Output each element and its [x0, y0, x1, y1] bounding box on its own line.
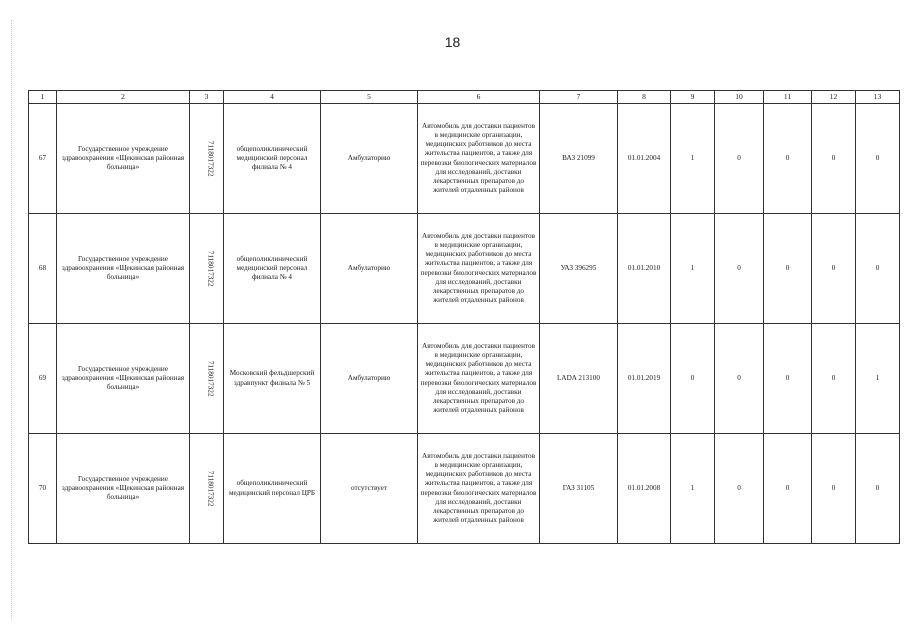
location: Амбулаторию: [321, 214, 418, 324]
col-9-value: 1: [671, 214, 715, 324]
institution-name: Государственное учреждение здравоохранения «Щекинская районная больница»: [57, 324, 190, 434]
column-header: 11: [764, 91, 812, 104]
unit-name: общеполиклинический медицинский персонал ЦРБ: [224, 434, 321, 544]
vehicle-purpose: Автомобиль для доставки пациентов в медицинские организации, медицинских работников до места жительства пациентов, а также для перевозки биологических материалов для исследований, доставки лекарственных препаратов до жителей отдаленных районов: [418, 324, 540, 434]
institution-name: Государственное учреждение здравоохранения «Щекинская районная больница»: [57, 104, 190, 214]
institution-name: Государственное учреждение здравоохранения «Щекинская районная больница»: [57, 434, 190, 544]
table-row: [29, 324, 900, 434]
column-header: 7: [540, 91, 618, 104]
vehicle-model: ВАЗ 21099: [540, 104, 618, 214]
location: отсутствует: [321, 434, 418, 544]
row-number: 70: [29, 434, 57, 544]
column-header: 6: [418, 91, 540, 104]
location: Амбулаторию: [321, 104, 418, 214]
vehicle-model: УАЗ 396295: [540, 214, 618, 324]
vehicle-model: ГАЗ 31105: [540, 434, 618, 544]
vehicle-purpose: Автомобиль для доставки пациентов в медицинские организации, медицинских работников до места жительства пациентов, а также для перевозки биологических материалов для исследований, доставки лекарственных препаратов до жителей отдаленных районов: [418, 104, 540, 214]
header-row: [29, 91, 900, 104]
table-row: [29, 104, 900, 214]
col-9-value: 1: [671, 434, 715, 544]
inn-cell: [190, 214, 224, 324]
col-11-value: 0: [764, 324, 812, 434]
vehicle-model: LADA 213100: [540, 324, 618, 434]
unit-name: общеполиклинический медицинский персонал филиала № 4: [224, 214, 321, 324]
inn-value: 7118017322: [206, 250, 215, 287]
column-header: 2: [57, 91, 190, 104]
column-header: 8: [618, 91, 671, 104]
row-number: 68: [29, 214, 57, 324]
col-11-value: 0: [764, 434, 812, 544]
col-10-value: 0: [715, 214, 764, 324]
inn-cell: [190, 434, 224, 544]
institution-name: Государственное учреждение здравоохранения «Щекинская районная больница»: [57, 214, 190, 324]
inn-value: 7118017322: [206, 140, 215, 177]
row-number: 67: [29, 104, 57, 214]
col-12-value: 0: [812, 434, 856, 544]
col-12-value: 0: [812, 324, 856, 434]
column-header: 10: [715, 91, 764, 104]
date: 01.01.2004: [618, 104, 671, 214]
vehicle-register-table: [28, 90, 900, 544]
location: Амбулаторию: [321, 324, 418, 434]
column-header: 4: [224, 91, 321, 104]
col-13-value: 1: [856, 324, 900, 434]
col-13-value: 0: [856, 434, 900, 544]
column-header: 9: [671, 91, 715, 104]
col-11-value: 0: [764, 104, 812, 214]
row-number: 69: [29, 324, 57, 434]
column-header: 1: [29, 91, 57, 104]
table-row: [29, 434, 900, 544]
col-12-value: 0: [812, 214, 856, 324]
col-13-value: 0: [856, 214, 900, 324]
page-number: 18: [444, 34, 461, 50]
col-10-value: 0: [715, 324, 764, 434]
unit-name: Московский фельдшерский здравпункт филиала № 5: [224, 324, 321, 434]
margin-line: [11, 20, 12, 620]
date: 01.01.2010: [618, 214, 671, 324]
col-13-value: 0: [856, 104, 900, 214]
col-10-value: 0: [715, 104, 764, 214]
inn-cell: [190, 324, 224, 434]
col-12-value: 0: [812, 104, 856, 214]
table-row: [29, 214, 900, 324]
inn-value: 7118017322: [206, 470, 215, 507]
column-header: 13: [856, 91, 900, 104]
unit-name: общеполиклинический медицинский персонал филиала № 4: [224, 104, 321, 214]
vehicle-purpose: Автомобиль для доставки пациентов в медицинские организации, медицинских работников до места жительства пациентов, а также для перевозки биологических материалов для исследований, доставки лекарственных препаратов до жителей отдаленных районов: [418, 214, 540, 324]
col-11-value: 0: [764, 214, 812, 324]
inn-value: 7118017322: [206, 360, 215, 397]
inn-cell: [190, 104, 224, 214]
vehicle-purpose: Автомобиль для доставки пациентов в медицинские организации, медицинских работников до места жительства пациентов, а также для перевозки биологических материалов для исследований, доставки лекарственных препаратов до жителей отдаленных районов: [418, 434, 540, 544]
date: 01.01.2008: [618, 434, 671, 544]
col-10-value: 0: [715, 434, 764, 544]
date: 01.01.2019: [618, 324, 671, 434]
column-header: 5: [321, 91, 418, 104]
column-header: 12: [812, 91, 856, 104]
col-9-value: 1: [671, 104, 715, 214]
col-9-value: 0: [671, 324, 715, 434]
column-header: 3: [190, 91, 224, 104]
